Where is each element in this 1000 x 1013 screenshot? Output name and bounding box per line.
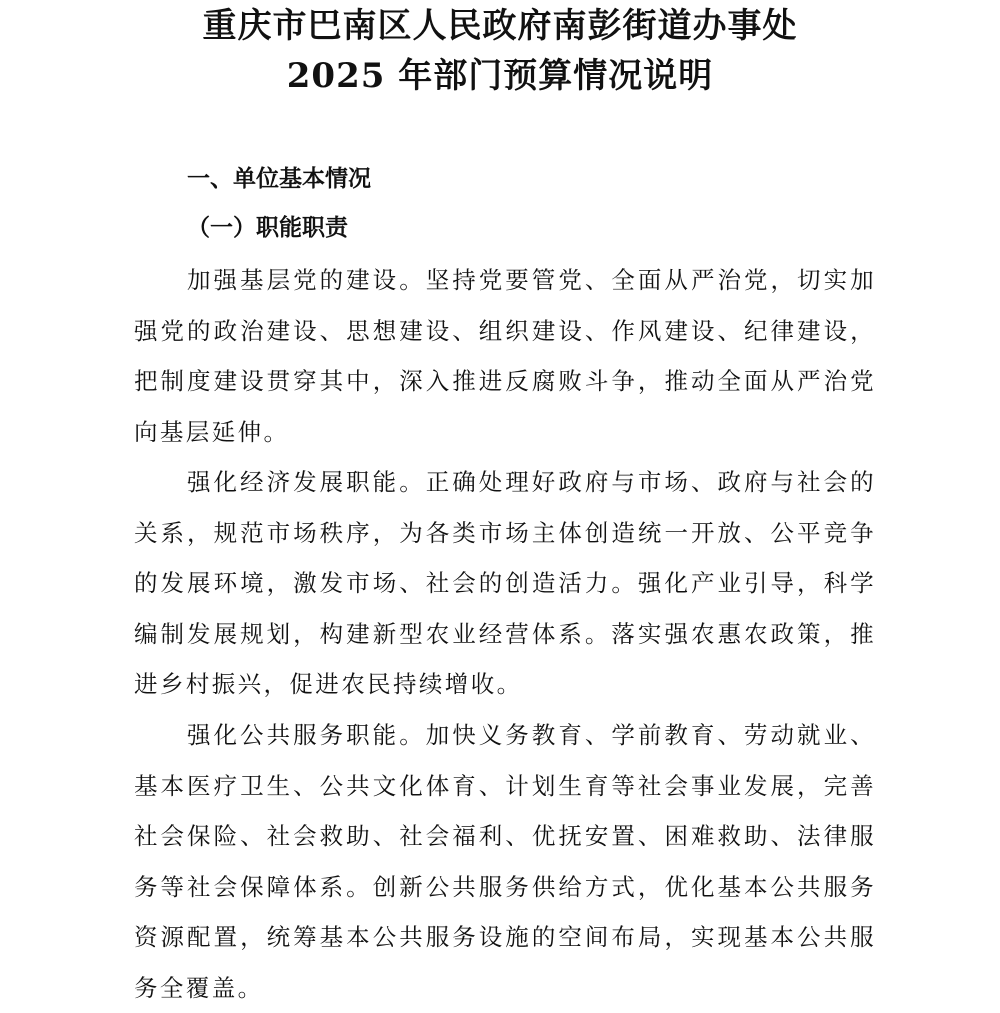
- paragraph-party-building: 加强基层党的建设。坚持党要管党、全面从严治党，切实加强党的政治建设、思想建设、组织建设、作风建设、纪律建设，把制度建设贯穿其中，深入推进反腐败斗争，推动全面从严治党向基层延伸。: [134, 266, 876, 446]
- paragraph-public-service: 强化公共服务职能。加快义务教育、学前教育、劳动就业、基本医疗卫生、公共文化体育、计划生育等社会事业发展，完善社会保险、社会救助、社会福利、优抚安置、困难救助、法律服务等社会保障体系。创新公共服务供给方式，优化基本公共服务资源配置，统筹基本公共服务设施的空间布局，实现基本公共服务全覆盖。: [134, 721, 876, 1002]
- document-title-line2: 2025 年部门预算情况说明: [286, 56, 714, 96]
- paragraph-economic-development: 强化经济发展职能。正确处理好政府与市场、政府与社会的关系，规范市场秩序，为各类市场主体创造统一开放、公平竞争的发展环境，激发市场、社会的创造活力。强化产业引导，科学编制发展规划，构建新型农业经营体系。落实强农惠农政策，推进乡村振兴，促进农民持续增收。: [134, 468, 876, 698]
- section-heading-basic-info: 一、单位基本情况: [187, 166, 371, 192]
- subsection-heading-duties: （一）职能职责: [187, 214, 348, 241]
- document-title-line1: 重庆市巴南区人民政府南彭街道办事处: [202, 6, 798, 46]
